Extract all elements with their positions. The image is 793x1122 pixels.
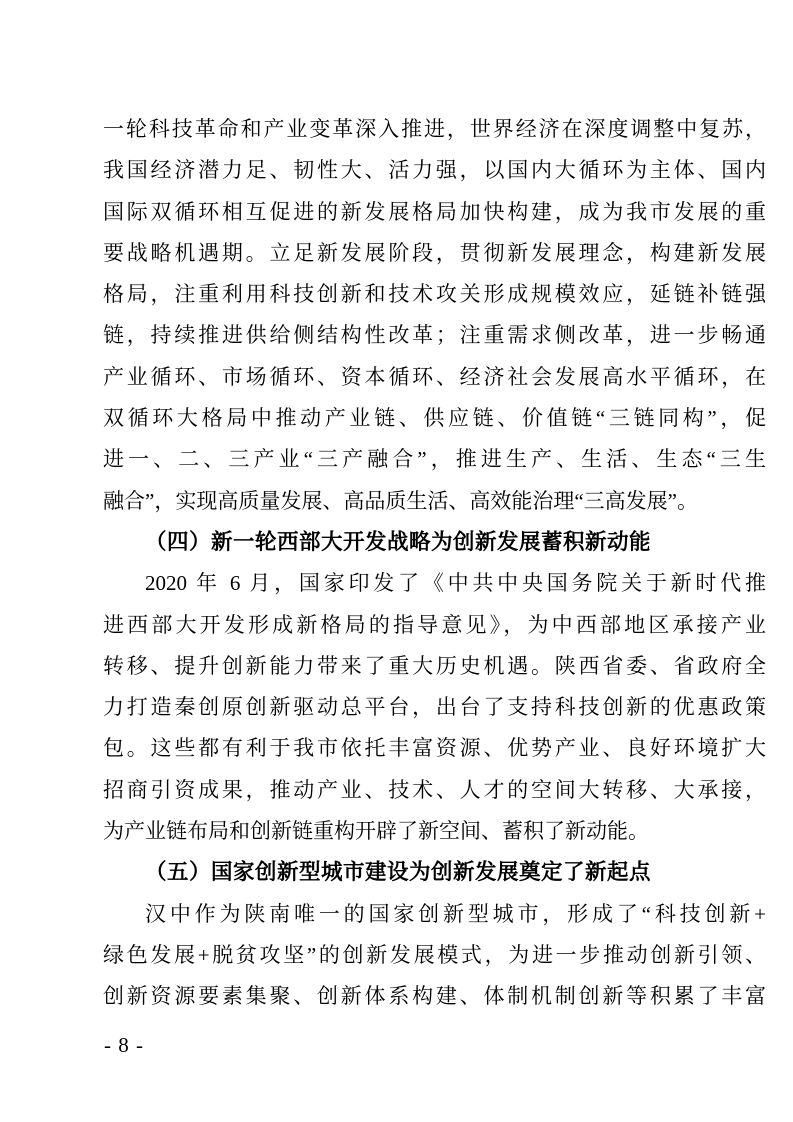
text-line: 一轮科技革命和产业变革深入推进，世界经济在深度调整中复苏， bbox=[103, 117, 766, 141]
heading-section-4: （四）新一轮西部大开发战略为创新发展蓄积新动能 bbox=[145, 529, 652, 554]
text-line: 创新资源要素集聚、创新体系构建、体制机制创新等积累了丰富 bbox=[103, 984, 766, 1009]
text-line: 2020 年 6 月，国家印发了《中共中央国务院关于新时代推 bbox=[145, 571, 766, 596]
text-line: 进一、二、三产业“三产融合”，推进生产、生活、生态“三生 bbox=[103, 447, 766, 472]
text-line: 绿色发展+脱贫攻坚”的创新发展模式，为进一步推动创新引领、 bbox=[103, 942, 766, 967]
text-line: 力打造秦创原创新驱动总平台，出台了支持科技创新的优惠政策 bbox=[103, 695, 766, 720]
text-line: 转移、提升创新能力带来了重大历史机遇。陕西省委、省政府全 bbox=[103, 653, 766, 678]
text-line: 汉中作为陕南唯一的国家创新型城市，形成了“科技创新+ bbox=[145, 901, 766, 926]
text-line: 招商引资成果，推动产业、技术、人才的空间大转移、大承接， bbox=[103, 777, 766, 802]
document-body bbox=[103, 109, 766, 1018]
text-line: 进西部大开发形成新格局的指导意见》，为中西部地区承接产业 bbox=[103, 612, 766, 637]
text-line: 包。这些都有利于我市依托丰富资源、优势产业、良好环境扩大 bbox=[103, 736, 766, 761]
text-line: 双循环大格局中推动产业链、供应链、价值链“三链同构”，促 bbox=[103, 406, 766, 431]
text-line: 要战略机遇期。立足新发展阶段，贯彻新发展理念，构建新发展 bbox=[103, 240, 766, 265]
heading-section-5: （五）国家创新型城市建设为创新发展奠定了新起点 bbox=[145, 860, 652, 885]
page-number: - 8 - bbox=[104, 1033, 144, 1057]
text-line: 格局，注重利用科技创新和技术攻关形成规模效应，延链补链强 bbox=[103, 282, 766, 307]
text-line: 产业循环、市场循环、资本循环、经济社会发展高水平循环，在 bbox=[103, 364, 766, 389]
text-line: 融合”，实现高质量发展、高品质生活、高效能治理“三高发展”。 bbox=[103, 488, 698, 513]
text-line: 为产业链布局和创新链重构开辟了新空间、蓄积了新动能。 bbox=[103, 819, 649, 844]
text-line: 国际双循环相互促进的新发展格局加快构建，成为我市发展的重 bbox=[103, 199, 766, 224]
text-line: 我国经济潜力足、韧性大、活力强，以国内大循环为主体、国内 bbox=[103, 158, 766, 183]
text-line: 链，持续推进供给侧结构性改革；注重需求侧改革，进一步畅通 bbox=[103, 323, 766, 348]
